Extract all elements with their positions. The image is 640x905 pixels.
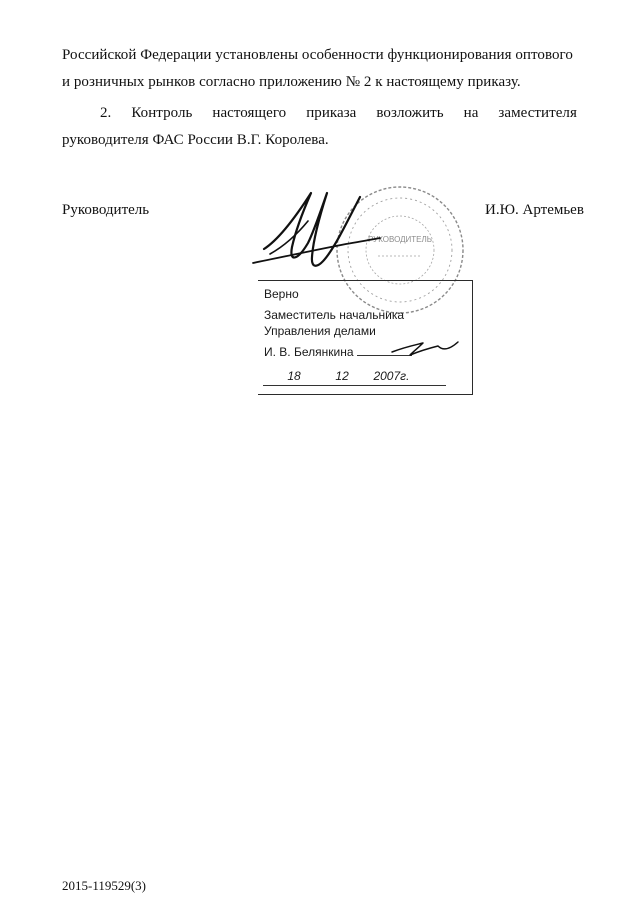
signer-title: Руководитель	[62, 202, 150, 218]
stamp-date-suffix: г.	[400, 369, 410, 383]
paragraph-2-word: возложить	[376, 105, 444, 121]
paragraph-2-word: Контроль	[131, 105, 193, 121]
paragraph-2-number: 2.	[100, 105, 112, 121]
paragraph-2-line-1	[62, 100, 577, 127]
document-number: 2015-119529(3)	[62, 878, 147, 893]
seal-center-text: РУКОВОДИТЕЛЬ	[367, 235, 433, 244]
stamp-date-underline	[263, 385, 446, 386]
handwritten-signature	[250, 185, 390, 295]
stamp-signature	[390, 333, 466, 361]
certification-stamp	[258, 280, 473, 395]
paragraph-2	[62, 100, 577, 154]
stamp-date-day: 18	[287, 369, 301, 383]
stamp-date-year-digit: 7	[393, 369, 401, 383]
paragraph-1-line-1: Российской Федерации установлены особенности функционирования оптового	[62, 47, 573, 63]
signature-graphic	[250, 185, 390, 295]
stamp-date-month: 12	[335, 369, 349, 383]
stamp-date-year-prefix: 200	[373, 369, 394, 383]
stamp-signature-graphic	[390, 333, 466, 361]
stamp-person-name: И. В. Белянкина	[264, 345, 354, 359]
paragraph-2-word: настоящего	[212, 105, 287, 121]
paragraph-2-word: на	[463, 105, 479, 121]
stamp-position: Заместитель начальника	[264, 308, 405, 322]
paragraph-2-word: заместителя	[498, 105, 577, 121]
paragraph-1	[62, 42, 577, 96]
paragraph-1-line-2: и розничных рынков согласно приложению № 2 к настоящему приказу.	[62, 74, 521, 90]
paragraph-2-line-2: руководителя ФАС России В.Г. Королева.	[62, 132, 329, 148]
paragraph-2-word: приказа	[306, 105, 357, 121]
stamp-date-row	[264, 369, 409, 383]
signer-name: И.Ю. Артемьев	[485, 202, 584, 218]
stamp-certified-label: Верно	[264, 287, 299, 301]
stamp-department: Управления делами	[264, 324, 376, 338]
